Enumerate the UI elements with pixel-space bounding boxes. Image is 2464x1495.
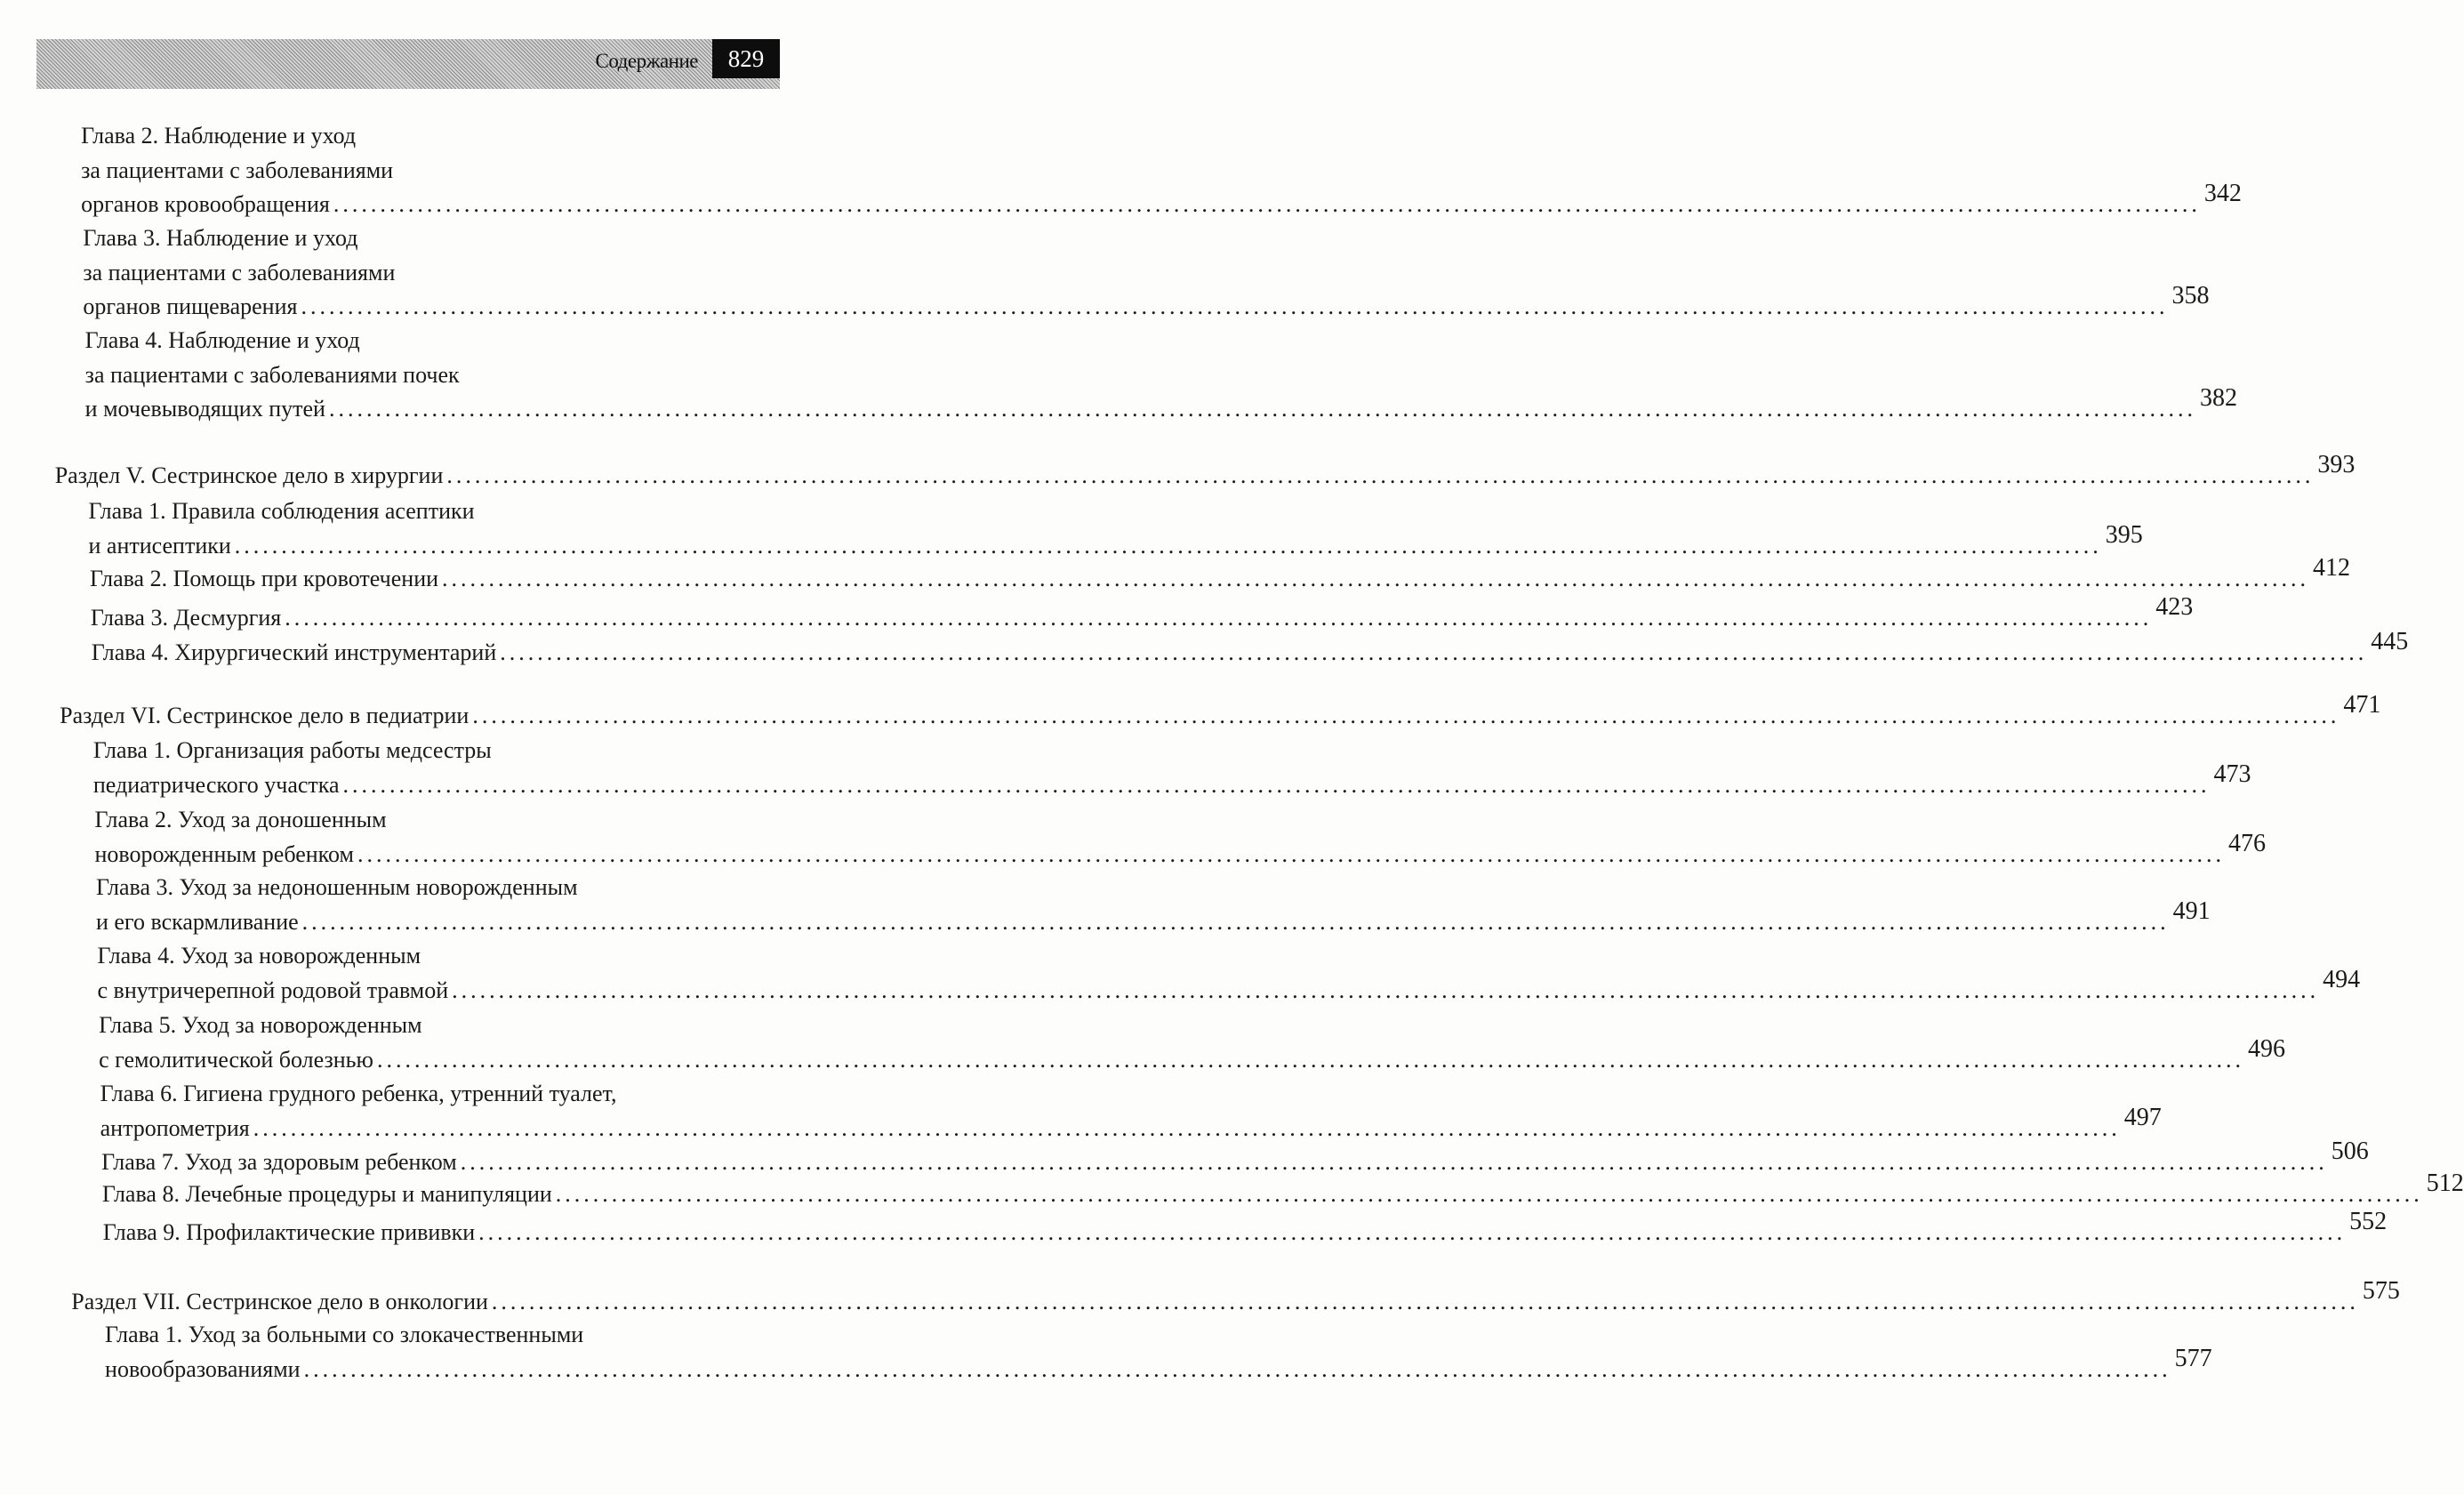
- toc-line-text: Глава 9. Профилактические прививки: [102, 1219, 476, 1245]
- toc-line: [94, 803, 791, 838]
- toc-section: [71, 1277, 2400, 1320]
- toc-page-number: 494: [2323, 965, 2361, 993]
- toc-page-number: 552: [2349, 1208, 2388, 1235]
- toc-line: [81, 154, 780, 189]
- toc-line: [91, 628, 2409, 671]
- toc-line-text: Глава 2. Помощь при кровотечении: [90, 566, 439, 591]
- toc-line: [84, 384, 2237, 427]
- toc-page-number: 342: [2203, 180, 2242, 207]
- toc-line-text: Глава 4. Уход за новорожденным: [97, 943, 421, 969]
- toc-chapter: [83, 221, 2210, 325]
- toc-line-text: и мочевыводящих путей: [84, 396, 325, 422]
- running-header-title: Содержание: [595, 50, 698, 72]
- dot-leader: ........................................................................................................................................................................................................: [285, 605, 2153, 631]
- toc-chapter: [95, 871, 2211, 939]
- toc-line: [54, 451, 2356, 494]
- toc-line: [100, 1077, 797, 1112]
- toc-line: [100, 1103, 2162, 1146]
- toc-line-text: за пациентами с заболеваниями: [81, 157, 394, 183]
- toc-line: [95, 896, 2211, 940]
- toc-page-number: 473: [2213, 760, 2251, 788]
- toc-line-text: Глава 2. Уход за доношенным: [94, 807, 387, 832]
- toc-line-text: и антисептики: [88, 532, 231, 559]
- toc-line: [83, 256, 782, 291]
- toc-line: [99, 1034, 2285, 1078]
- toc-line: [90, 554, 2351, 597]
- toc-page-number: 471: [2343, 691, 2381, 719]
- dot-leader: ........................................................................................................................................................................................................: [342, 771, 2211, 798]
- toc-chapter: [92, 734, 2251, 802]
- toc-line: [101, 1169, 2464, 1212]
- toc-line-text: Глава 4. Хирургический инструментарий: [91, 639, 497, 665]
- toc-chapter: [94, 803, 2266, 872]
- toc-page-number: 575: [2362, 1277, 2400, 1305]
- toc-line-text: Глава 6. Гигиена грудного ребенка, утренний туалет,: [100, 1081, 617, 1106]
- toc-chapter: [90, 554, 2351, 597]
- toc-line: [93, 734, 791, 768]
- toc-line-text: Глава 2. Наблюдение и уход: [81, 123, 357, 149]
- toc-page-number: 382: [2199, 384, 2237, 412]
- toc-chapter: [91, 628, 2409, 671]
- dot-leader: ........................................................................................................................................................................................................: [491, 1289, 2359, 1314]
- dot-leader: ........................................................................................................................................................................................................: [253, 1114, 2121, 1141]
- toc-line-text: с гемолитической болезнью: [99, 1046, 373, 1073]
- dot-leader: ........................................................................................................................................................................................................: [376, 1046, 2244, 1073]
- running-header: [36, 39, 780, 89]
- toc-line: [71, 1277, 2400, 1320]
- toc-chapter: [101, 1169, 2464, 1212]
- toc-line-text: Глава 3. Наблюдение и уход: [83, 225, 358, 251]
- toc-chapter: [84, 324, 2237, 427]
- dot-leader: ........................................................................................................................................................................................................: [555, 1181, 2423, 1207]
- toc-chapter: [102, 1208, 2388, 1250]
- toc-line: [92, 760, 2251, 803]
- toc-page-number: 393: [2317, 451, 2356, 478]
- toc-line-text: Глава 1. Правила соблюдения асептики: [88, 498, 475, 524]
- toc-line-text: за пациентами с заболеваниями: [83, 259, 396, 285]
- toc-line-text: Раздел VI. Сестринское дело в педиатрии: [60, 703, 470, 728]
- toc-chapter: [105, 1318, 2212, 1386]
- toc-line: [101, 1137, 2369, 1180]
- toc-line-text: новообразованиями: [105, 1355, 301, 1382]
- toc-chapter: [99, 1009, 2285, 1077]
- dot-leader: ........................................................................................................................................................................................................: [234, 532, 2102, 559]
- toc-line: [85, 358, 783, 393]
- toc-line-text: за пациентами с заболеваниями почек: [84, 361, 460, 388]
- toc-line: [90, 593, 2194, 636]
- toc-line: [97, 965, 2361, 1009]
- dot-leader: ........................................................................................................................................................................................................: [478, 1219, 2347, 1245]
- toc-line: [105, 1318, 800, 1353]
- dot-leader: ........................................................................................................................................................................................................: [446, 462, 2315, 488]
- toc-line: [98, 939, 794, 974]
- toc-page-number: 577: [2174, 1344, 2212, 1372]
- toc-page-number: 506: [2331, 1137, 2369, 1165]
- toc-line: [105, 1344, 2212, 1387]
- dot-leader: ........................................................................................................................................................................................................: [333, 191, 2201, 217]
- toc-line: [85, 324, 783, 358]
- page-number: 829: [712, 39, 780, 78]
- toc-chapter: [90, 593, 2194, 636]
- toc-line-text: Глава 5. Уход за новорожденным: [99, 1012, 422, 1038]
- dot-leader: ........................................................................................................................................................................................................: [500, 639, 2368, 665]
- toc-chapter: [100, 1077, 2162, 1145]
- toc-line-text: Раздел V. Сестринское дело в хирургии: [54, 462, 444, 488]
- toc-line: [60, 691, 2381, 734]
- toc-chapter: [81, 119, 2242, 222]
- toc-section: [60, 691, 2381, 734]
- toc-line-text: органов пищеварения: [83, 293, 298, 319]
- toc-line-text: Глава 1. Уход за больными со злокачественными: [105, 1322, 584, 1347]
- toc-line: [83, 282, 2210, 325]
- dot-leader: ........................................................................................................................................................................................................: [472, 703, 2340, 728]
- toc-line: [88, 520, 2143, 564]
- dot-leader: ........................................................................................................................................................................................................: [357, 840, 2225, 867]
- toc-line-text: антропометрия: [100, 1114, 250, 1141]
- toc-chapter: [97, 939, 2361, 1008]
- toc-line: [99, 1009, 795, 1043]
- toc-line-text: Глава 1. Организация работы медсестры: [92, 737, 492, 763]
- toc-page-number: 445: [2371, 628, 2409, 655]
- toc-page-number: 358: [2171, 282, 2210, 309]
- dot-leader: ........................................................................................................................................................................................................: [452, 977, 2320, 1003]
- toc-page-number: 395: [2105, 520, 2143, 549]
- dot-leader: ........................................................................................................................................................................................................: [301, 293, 2169, 319]
- toc-page-number: 412: [2313, 554, 2351, 582]
- dot-leader: ........................................................................................................................................................................................................: [328, 396, 2196, 422]
- toc-line-text: с внутричерепной родовой травмой: [97, 977, 449, 1003]
- toc-page-number: 512: [2426, 1169, 2464, 1197]
- toc-line-text: новорожденным ребенком: [94, 840, 354, 867]
- toc-line: [81, 180, 2242, 222]
- toc-line-text: и его вскармливание: [95, 908, 299, 935]
- toc-line-text: Глава 7. Уход за здоровым ребенком: [101, 1149, 457, 1175]
- toc-line: [96, 871, 792, 905]
- toc-section: [54, 451, 2356, 494]
- toc-line: [89, 494, 787, 529]
- dot-leader: ........................................................................................................................................................................................................: [460, 1149, 2328, 1175]
- toc-line: [102, 1208, 2388, 1250]
- toc-line-text: Глава 8. Лечебные процедуры и манипуляции: [101, 1181, 552, 1207]
- toc-chapter: [88, 494, 2143, 563]
- toc-line-text: Глава 4. Наблюдение и уход: [84, 327, 360, 353]
- dot-leader: ........................................................................................................................................................................................................: [303, 1355, 2171, 1382]
- toc-chapter: [101, 1137, 2369, 1180]
- dot-leader: ........................................................................................................................................................................................................: [301, 908, 2170, 935]
- dot-leader: ........................................................................................................................................................................................................: [442, 566, 2310, 591]
- toc-line-text: органов кровообращения: [81, 191, 330, 217]
- toc-page-number: 423: [2155, 593, 2194, 621]
- toc-line-text: Раздел VII. Сестринское дело в онкологии: [71, 1289, 488, 1314]
- toc-line: [94, 829, 2266, 872]
- toc-line: [83, 221, 782, 256]
- toc-line: [81, 119, 780, 154]
- toc-line-text: педиатрического участка: [92, 771, 340, 798]
- toc-page-number: 496: [2247, 1034, 2285, 1063]
- toc-line-text: Глава 3. Уход за недоношенным новорожденным: [95, 874, 578, 900]
- toc-page-number: 476: [2227, 829, 2266, 857]
- toc-page-number: 497: [2123, 1103, 2162, 1131]
- toc-line-text: Глава 3. Десмургия: [90, 605, 282, 631]
- toc-page-number: 491: [2172, 896, 2211, 925]
